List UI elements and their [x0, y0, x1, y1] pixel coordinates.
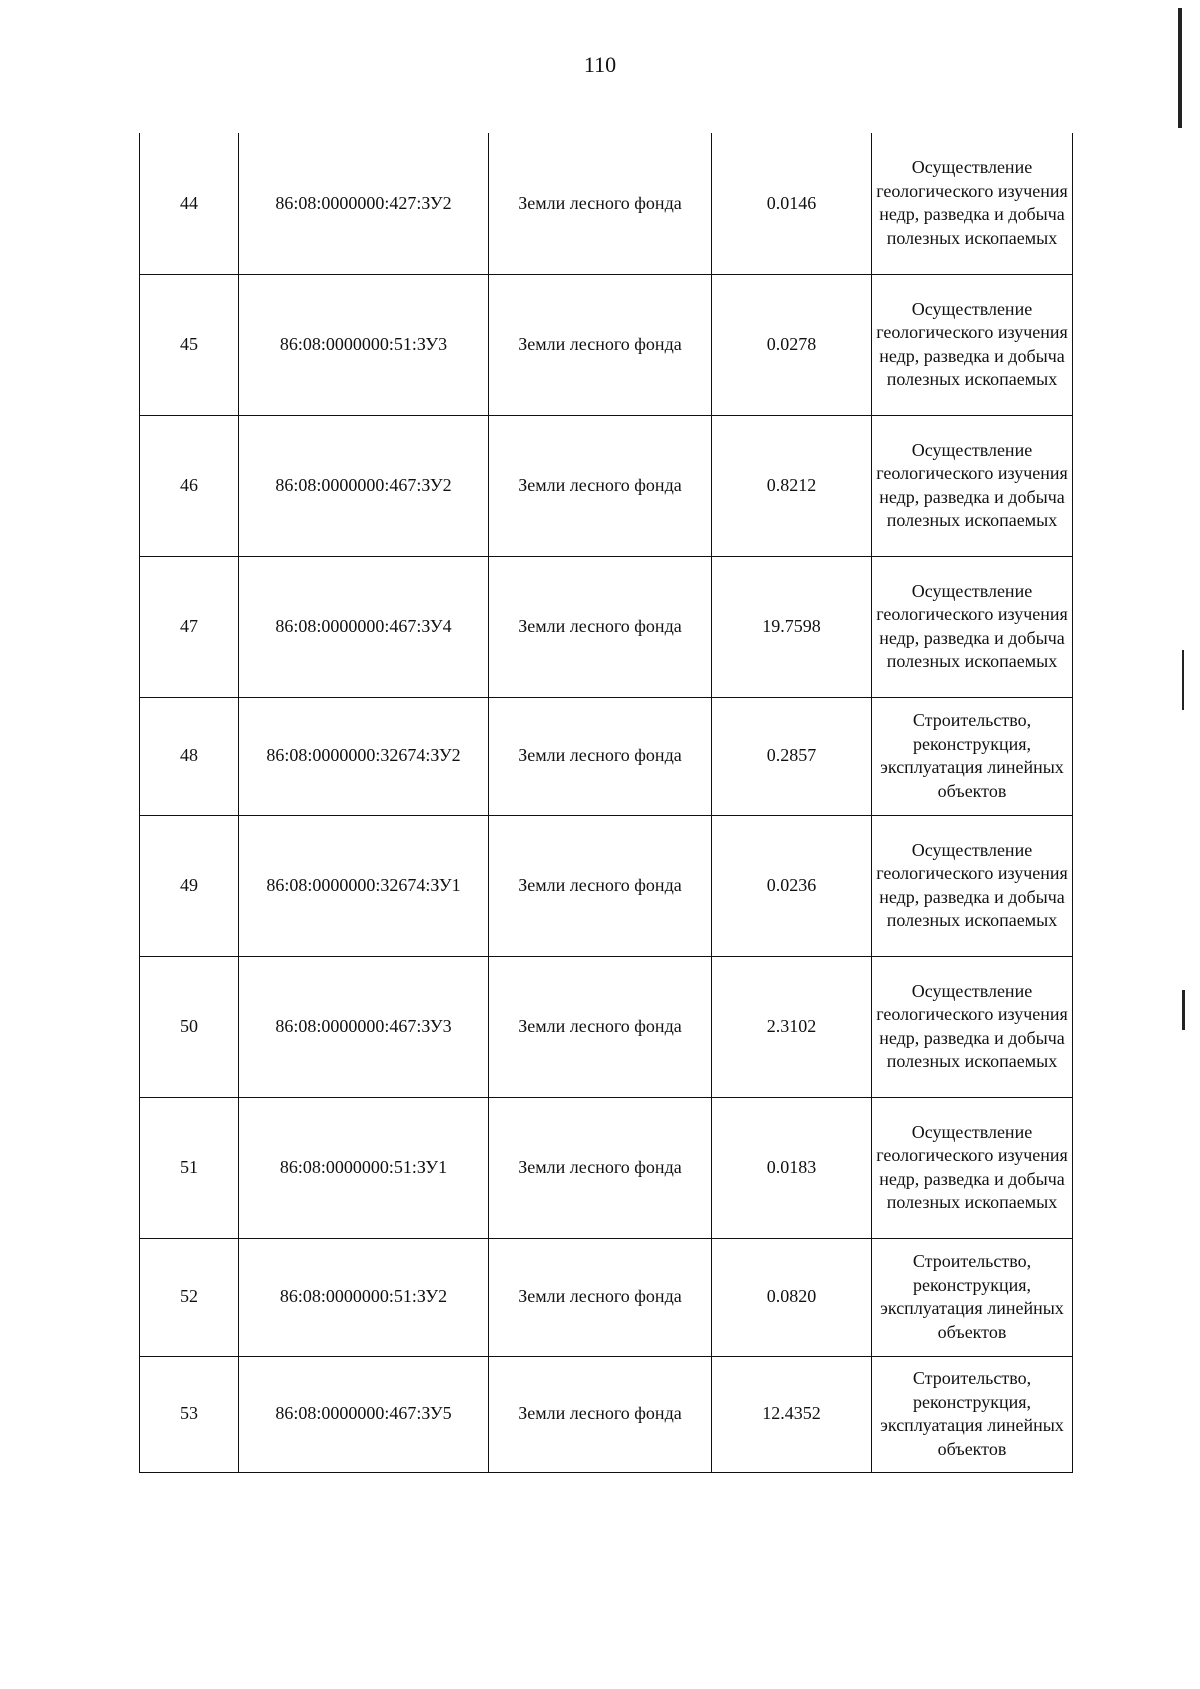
cadastral-number-cell: 86:08:0000000:51:ЗУ1 [239, 1097, 489, 1238]
area-cell: 0.2857 [712, 697, 872, 815]
cadastral-number-cell: 86:08:0000000:32674:ЗУ2 [239, 697, 489, 815]
area-cell: 12.4352 [712, 1356, 872, 1472]
row-number-cell: 53 [140, 1356, 239, 1472]
table-row [140, 956, 1073, 1097]
table-row [140, 1238, 1073, 1356]
cadastral-number-cell: 86:08:0000000:467:ЗУ3 [239, 956, 489, 1097]
table-row [140, 815, 1073, 956]
row-number-cell: 48 [140, 697, 239, 815]
permitted-use-cell: Осуществление геологического изучения недр, разведка и добыча полезных ископаемых [872, 133, 1073, 274]
land-category-cell: Земли лесного фонда [489, 556, 712, 697]
cadastral-number-cell: 86:08:0000000:467:ЗУ2 [239, 415, 489, 556]
permitted-use-cell: Осуществление геологического изучения недр, разведка и добыча полезных ископаемых [872, 815, 1073, 956]
area-cell: 0.0183 [712, 1097, 872, 1238]
area-cell: 0.0236 [712, 815, 872, 956]
permitted-use-cell: Строительство, реконструкция, эксплуатация линейных объектов [872, 697, 1073, 815]
permitted-use-cell: Осуществление геологического изучения недр, разведка и добыча полезных ископаемых [872, 956, 1073, 1097]
land-category-cell: Земли лесного фонда [489, 133, 712, 274]
land-category-cell: Земли лесного фонда [489, 415, 712, 556]
cadastral-number-cell: 86:08:0000000:51:ЗУ2 [239, 1238, 489, 1356]
table-row [140, 556, 1073, 697]
cadastral-number-cell: 86:08:0000000:467:ЗУ4 [239, 556, 489, 697]
cadastral-number-cell: 86:08:0000000:32674:ЗУ1 [239, 815, 489, 956]
table-row [140, 133, 1073, 274]
page-number: 110 [583, 52, 617, 77]
land-category-cell: Земли лесного фонда [489, 1097, 712, 1238]
scan-edge-mark [1178, 8, 1182, 128]
land-category-cell: Земли лесного фонда [489, 697, 712, 815]
table-row [140, 274, 1073, 415]
area-cell: 2.3102 [712, 956, 872, 1097]
permitted-use-cell: Осуществление геологического изучения недр, разведка и добыча полезных ископаемых [872, 556, 1073, 697]
cadastral-number-cell: 86:08:0000000:467:ЗУ5 [239, 1356, 489, 1472]
row-number-cell: 45 [140, 274, 239, 415]
land-category-cell: Земли лесного фонда [489, 815, 712, 956]
land-category-cell: Земли лесного фонда [489, 274, 712, 415]
permitted-use-cell: Строительство, реконструкция, эксплуатация линейных объектов [872, 1356, 1073, 1472]
scan-edge-mark [1182, 650, 1184, 710]
table-row [140, 697, 1073, 815]
area-cell: 0.0278 [712, 274, 872, 415]
row-number-cell: 51 [140, 1097, 239, 1238]
permitted-use-cell: Осуществление геологического изучения недр, разведка и добыча полезных ископаемых [872, 1097, 1073, 1238]
land-category-cell: Земли лесного фонда [489, 1238, 712, 1356]
row-number-cell: 49 [140, 815, 239, 956]
row-number-cell: 44 [140, 133, 239, 274]
cadastral-number-cell: 86:08:0000000:427:ЗУ2 [239, 133, 489, 274]
permitted-use-cell: Осуществление геологического изучения недр, разведка и добыча полезных ископаемых [872, 274, 1073, 415]
land-plots-table [139, 133, 1073, 1473]
table-row [140, 1097, 1073, 1238]
land-category-cell: Земли лесного фонда [489, 1356, 712, 1472]
row-number-cell: 50 [140, 956, 239, 1097]
table-row [140, 1356, 1073, 1472]
table-row [140, 415, 1073, 556]
area-cell: 0.0820 [712, 1238, 872, 1356]
land-category-cell: Земли лесного фонда [489, 956, 712, 1097]
permitted-use-cell: Осуществление геологического изучения недр, разведка и добыча полезных ископаемых [872, 415, 1073, 556]
permitted-use-cell: Строительство, реконструкция, эксплуатация линейных объектов [872, 1238, 1073, 1356]
area-cell: 0.0146 [712, 133, 872, 274]
area-cell: 19.7598 [712, 556, 872, 697]
cadastral-number-cell: 86:08:0000000:51:ЗУ3 [239, 274, 489, 415]
area-cell: 0.8212 [712, 415, 872, 556]
row-number-cell: 52 [140, 1238, 239, 1356]
scan-edge-mark [1182, 990, 1185, 1030]
row-number-cell: 47 [140, 556, 239, 697]
row-number-cell: 46 [140, 415, 239, 556]
